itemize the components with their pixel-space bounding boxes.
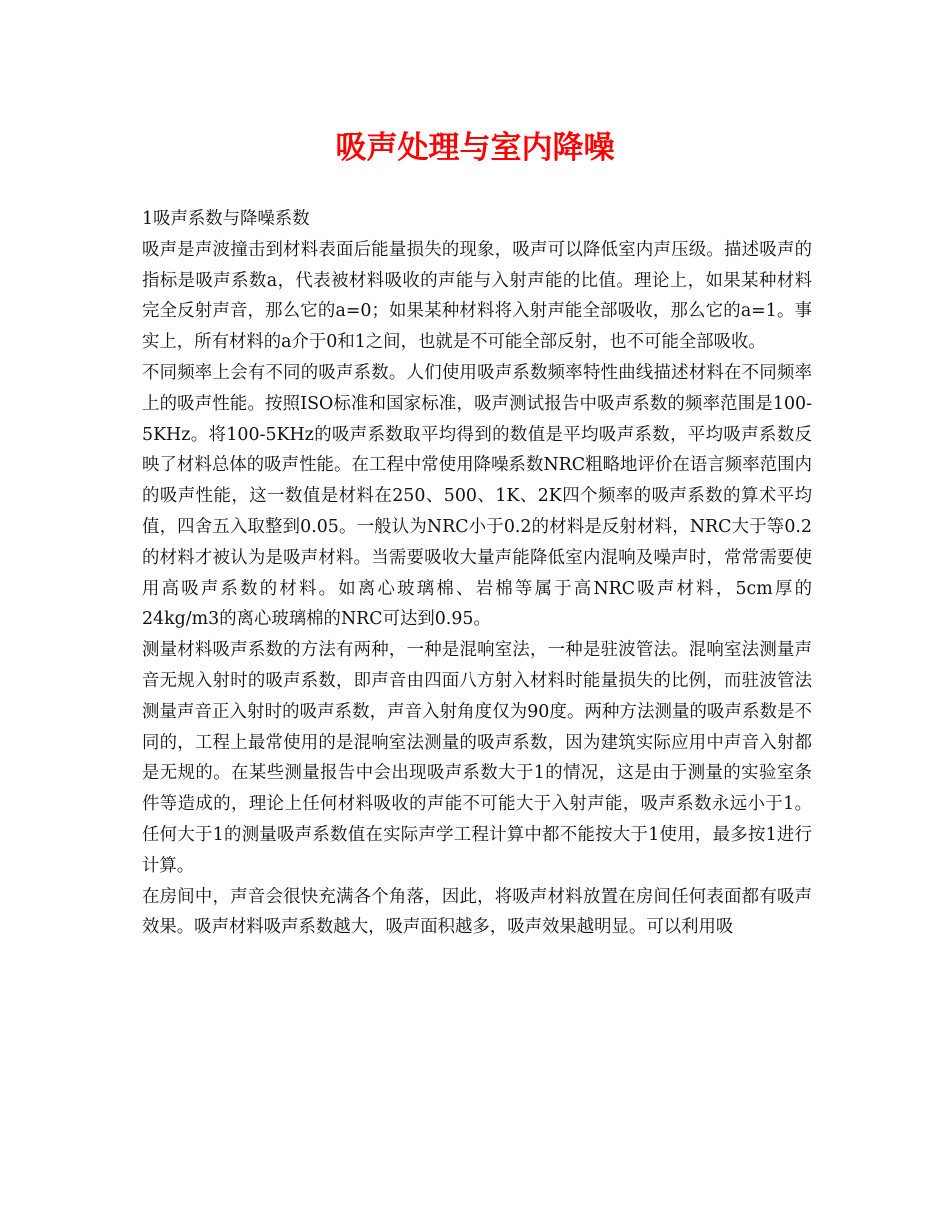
section-heading: 1吸声系数与降噪系数 [142,209,310,229]
document-body [142,204,812,943]
paragraph-room-placement: 在房间中，声音会很快充满各个角落，因此，将吸声材料放置在房间任何表面都有吸声效果。吸声材料吸声系数越大，吸声面积越多，吸声效果越明显。可以利用吸 [142,886,812,938]
paragraph-measurement-methods: 测量材料吸声系数的方法有两种，一种是混响室法，一种是驻波管法。混响室法测量声音无规入射时的吸声系数，即声音由四面八方射入材料时能量损失的比例，而驻波管法测量声音正入射时的吸声系数，声音入射角度仅为90度。两种方法测量的吸声系数是不同的，工程上最常使用的是混响室法测量的吸声系数，因为建筑实际应用中声音入射都是无规的。在某些测量报告中会出现吸声系数大于1的情况，这是由于测量的实验室条件等造成的，理论上任何材料吸收的声能不可能大于入射声能，吸声系数永远小于1。任何大于1的测量吸声系数值在实际声学工程计算中都不能按大于1使用，最多按1进行计算。 [142,640,812,876]
paragraph-absorption-definition: 吸声是声波撞击到材料表面后能量损失的现象，吸声可以降低室内声压级。描述吸声的指标是吸声系数a，代表被材料吸收的声能与入射声能的比值。理论上，如果某种材料完全反射声音，那么它的a=0；如果某种材料将入射声能全部吸收，那么它的a=1。事实上，所有材料的a介于0和1之间，也就是不可能全部反射，也不可能全部吸收。 [142,239,812,353]
document-title: 吸声处理与室内降噪 [335,130,615,166]
paragraph-frequency-nrc: 不同频率上会有不同的吸声系数。人们使用吸声系数频率特性曲线描述材料在不同频率上的吸声性能。按照ISO标准和国家标准，吸声测试报告中吸声系数的频率范围是100-5KHz。将100-5KHz的吸声系数取平均得到的数值是平均吸声系数，平均吸声系数反映了材料总体的吸声性能。在工程中常使用降噪系数NRC粗略地评价在语言频率范围内的吸声性能，这一数值是材料在250、500、1K、2K四个频率的吸声系数的算术平均值，四舍五入取整到0.05。一般认为NRC小于0.2的材料是反射材料，NRC大于等0.2的材料才被认为是吸声材料。当需要吸收大量声能降低室内混响及噪声时，常常需要使用高吸声系数的材料。如离心玻璃棉、岩棉等属于高NRC吸声材料，5cm厚的24kg/m3的离心玻璃棉的NRC可达到0.95。 [142,362,812,630]
